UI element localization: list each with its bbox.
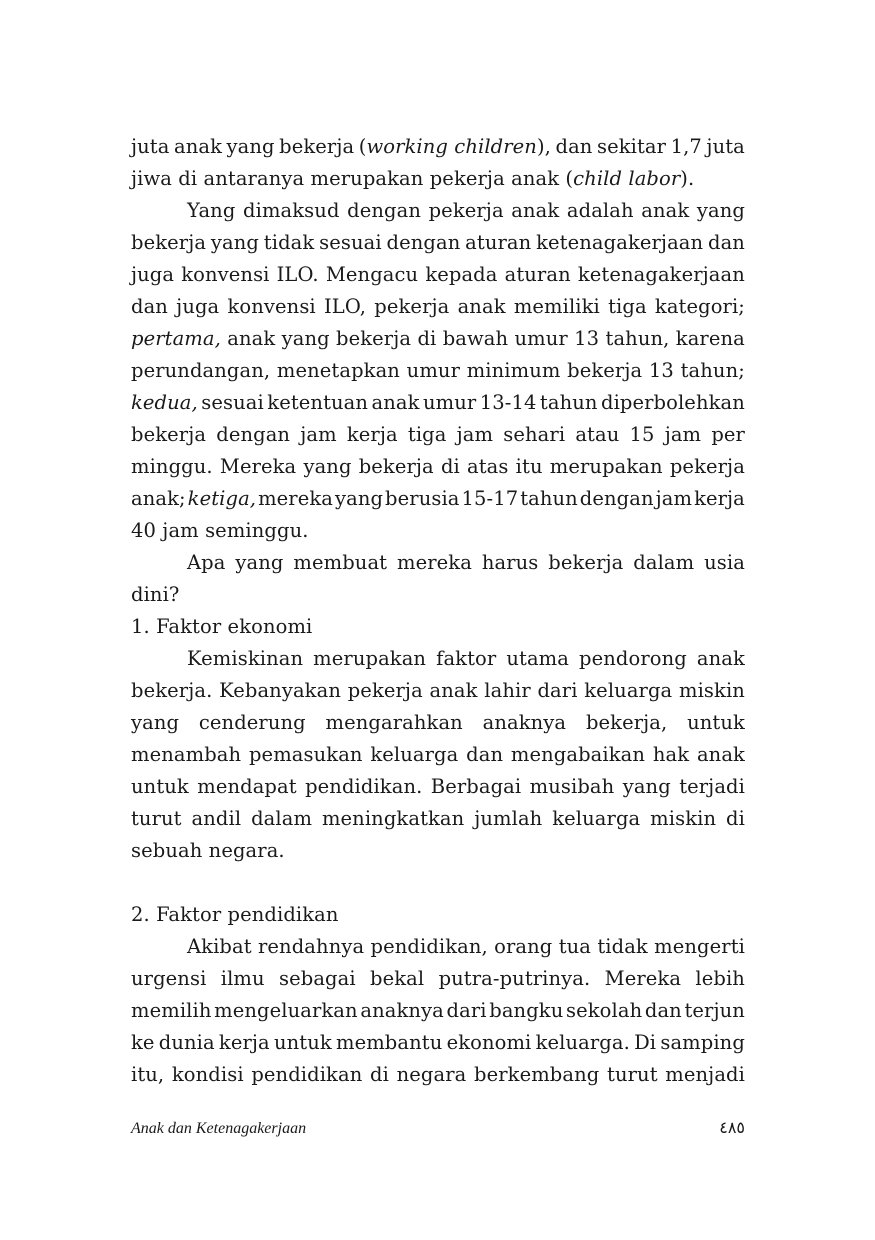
word: dengan — [579, 487, 654, 510]
word: pekerja — [347, 679, 423, 702]
word: Mereka — [219, 455, 297, 478]
word: yang — [334, 487, 384, 510]
word: anaknya — [482, 711, 567, 734]
text-line — [131, 419, 745, 451]
word: konvensi — [181, 263, 270, 286]
word: cenderung — [198, 711, 306, 734]
word: miskin — [650, 807, 717, 830]
word: anak — [696, 647, 745, 670]
word: membantu — [335, 1031, 443, 1054]
word: atau — [575, 423, 620, 446]
word: bawah — [442, 327, 509, 350]
word: andil — [191, 807, 242, 830]
word: Kebanyakan — [219, 679, 341, 702]
word: Berbagai — [430, 775, 522, 798]
word: juta — [706, 135, 745, 158]
word: memilih — [131, 999, 212, 1022]
text-line — [131, 387, 745, 419]
word: ke — [131, 1031, 155, 1054]
text-line — [131, 579, 745, 611]
word: di — [440, 455, 460, 478]
word: yang — [696, 199, 745, 222]
word: 15 — [629, 423, 655, 446]
word: terjun — [684, 999, 745, 1022]
word: dan — [131, 295, 168, 318]
text-line — [131, 675, 745, 707]
word: dengan — [347, 199, 421, 222]
word: anak — [429, 679, 478, 702]
word: jam — [456, 423, 494, 446]
word: pemasukan — [248, 743, 363, 766]
word: kondisi — [171, 1063, 244, 1086]
text-line — [131, 835, 745, 867]
text-line — [131, 163, 745, 195]
word: kategori; — [654, 295, 745, 318]
word: sekolah — [566, 999, 643, 1022]
text-line — [131, 227, 745, 259]
word: dari — [537, 679, 578, 702]
word: anak — [641, 199, 690, 222]
section-heading-education: 2. Faktor pendidikan — [131, 903, 339, 926]
text-line — [131, 803, 745, 835]
word: karena — [675, 327, 745, 350]
word: lahir — [484, 679, 531, 702]
running-title: Anak dan Ketenagakerjaan — [131, 1120, 307, 1137]
word: keluarga — [370, 743, 459, 766]
word: ketentuan — [267, 391, 369, 414]
word-working-children: (working children), — [359, 131, 551, 163]
word: yang — [303, 455, 352, 478]
text-line — [131, 131, 745, 163]
word: kerja — [346, 423, 398, 446]
word: bekerja — [336, 327, 412, 350]
word: tahun, — [605, 327, 670, 350]
section-heading-economy: 1. Faktor ekonomi — [131, 615, 313, 638]
word: dan — [555, 135, 593, 158]
word: utama — [506, 647, 569, 670]
word: ILO, — [323, 295, 367, 318]
word: hak — [652, 743, 690, 766]
word: keluarga. — [535, 1031, 630, 1054]
word: faktor — [436, 647, 497, 670]
word: usia — [704, 551, 745, 574]
word: di — [726, 807, 745, 830]
word: aturan — [465, 231, 532, 254]
word: jumlah — [474, 807, 543, 830]
word: pendidikan — [251, 1063, 363, 1086]
word: anak; — [131, 487, 186, 510]
word: 13 — [574, 327, 600, 350]
word: atas — [467, 455, 509, 478]
word: minimum — [466, 359, 561, 382]
word: Yang — [187, 199, 236, 222]
word: bekerja — [567, 359, 643, 382]
word: perundangan, — [131, 359, 271, 382]
word: sesuai — [201, 391, 264, 414]
word: di — [417, 327, 437, 350]
word: pendidikan, — [370, 935, 488, 958]
word: minggu. — [131, 455, 213, 478]
word: mereka — [397, 551, 472, 574]
paragraph-start — [131, 931, 745, 963]
word: itu, — [131, 1063, 165, 1086]
word: pekerja — [428, 199, 504, 222]
word: menetapkan — [276, 359, 400, 382]
word: mereka — [258, 487, 334, 510]
body-text — [131, 131, 745, 1091]
word: yang — [131, 711, 180, 734]
word: Di — [634, 1031, 657, 1054]
word: mengabaikan — [510, 743, 646, 766]
word: dunia — [158, 1031, 215, 1054]
word: kerja — [218, 1031, 270, 1054]
word: lebih — [695, 967, 745, 990]
word: mendapat — [197, 775, 297, 798]
text-line — [131, 963, 745, 995]
word: mengeluarkan — [214, 999, 358, 1022]
word: kerja — [694, 487, 745, 510]
word: pendorong — [579, 647, 687, 670]
word: anak — [457, 295, 506, 318]
word: negara — [396, 1063, 467, 1086]
word: keluarga — [552, 807, 641, 830]
word: sehari — [503, 423, 566, 446]
word: anak — [371, 391, 420, 414]
word: mengarahkan — [325, 711, 463, 734]
word: tidak — [263, 231, 315, 254]
word: orang — [494, 935, 553, 958]
paragraph-start — [131, 547, 745, 579]
word: meningkatkan — [321, 807, 465, 830]
paragraph-start — [131, 195, 745, 227]
word: umur — [406, 359, 460, 382]
text-line — [131, 1027, 745, 1059]
word: merupakan — [313, 647, 427, 670]
word: musibah — [529, 775, 615, 798]
word: Mereka — [604, 967, 682, 990]
word: tahun; — [680, 359, 745, 382]
word: adalah — [566, 199, 634, 222]
word: tua — [558, 935, 592, 958]
paragraph-start — [131, 643, 745, 675]
line-text: dini? — [131, 583, 180, 606]
word: turut — [607, 1063, 658, 1086]
text-line — [131, 739, 745, 771]
word: bekerja — [548, 551, 624, 574]
word: konvensi — [227, 295, 316, 318]
word: bekerja, — [585, 711, 668, 734]
text-line — [131, 707, 745, 739]
word: keluarga — [584, 679, 673, 702]
word: dengan — [216, 423, 291, 446]
text-line — [131, 515, 745, 547]
word-pertama: pertama, — [131, 327, 221, 350]
word-ketiga: ketiga, — [187, 487, 257, 510]
word: dengan — [386, 231, 461, 254]
word: untuk — [131, 775, 189, 798]
word: per — [711, 423, 745, 446]
word: tahun — [520, 487, 578, 510]
word: rendahnya — [258, 935, 365, 958]
line-text: sebuah negara. — [131, 839, 285, 862]
word: 1,7 — [670, 135, 702, 158]
word: bekerja — [131, 423, 207, 446]
page-number: ٤٨٥ — [719, 1118, 745, 1137]
word: dalam — [251, 807, 313, 830]
word: yang — [281, 327, 330, 350]
word: untuk — [273, 1031, 332, 1054]
word: ketenagakerjaan — [536, 231, 704, 254]
word: pekerja — [374, 295, 450, 318]
word: ilmu — [220, 967, 265, 990]
word: yang — [235, 551, 284, 574]
word: Apa — [187, 551, 226, 574]
word: anak — [696, 743, 745, 766]
italic-term: working children — [366, 135, 537, 158]
word: yang — [210, 231, 259, 254]
word: yang — [622, 775, 671, 798]
word: berusia — [385, 487, 460, 510]
word: anak — [227, 327, 276, 350]
word: juta — [131, 135, 170, 158]
text-line — [131, 483, 745, 515]
word: diperbolehkan — [600, 391, 745, 414]
word: juga — [131, 263, 175, 286]
word: juga — [176, 295, 220, 318]
word: pendidikan. — [305, 775, 423, 798]
word: 13 — [648, 359, 674, 382]
word: tahun — [539, 391, 598, 414]
word: jam — [655, 487, 693, 510]
text-line — [131, 1059, 745, 1091]
text-line — [131, 355, 745, 387]
line-text: jiwa di antaranya merupakan pekerja anak (child labor). — [131, 163, 694, 195]
word-kedua: kedua, — [131, 391, 198, 414]
line-text: 40 jam seminggu. — [131, 519, 309, 542]
word: memiliki — [513, 295, 600, 318]
word: 13-14 — [479, 391, 537, 414]
word: tidak — [597, 935, 648, 958]
word: bekerja. — [131, 679, 213, 702]
word: Mengacu — [325, 263, 419, 286]
word: menambah — [131, 743, 242, 766]
word: anak — [173, 135, 223, 158]
text-line — [131, 995, 745, 1027]
word: dalam — [633, 551, 695, 574]
word: ILO. — [276, 263, 319, 286]
text-line — [131, 323, 745, 355]
word: membuat — [293, 551, 388, 574]
word: jam — [300, 423, 337, 446]
word: miskin — [679, 679, 745, 702]
word: bekerja — [358, 455, 434, 478]
word: putra-putrinya. — [438, 967, 591, 990]
word: umur — [514, 327, 568, 350]
word: sebagai — [279, 967, 356, 990]
word: pekerja — [669, 455, 745, 478]
word: mengerti — [654, 935, 745, 958]
italic-term: child labor — [573, 167, 681, 190]
word: harus — [481, 551, 539, 574]
word: merupakan — [549, 455, 663, 478]
word: tiga — [407, 423, 447, 446]
word: turut — [131, 807, 182, 830]
word: berkembang — [474, 1063, 600, 1086]
word: Akibat — [187, 935, 252, 958]
word: jam — [664, 423, 702, 446]
word: urgensi — [131, 967, 207, 990]
word: tiga — [608, 295, 647, 318]
word: kepada — [425, 263, 498, 286]
word: menjadi — [665, 1063, 745, 1086]
text-line — [131, 291, 745, 323]
word: itu — [515, 455, 543, 478]
word: yang — [226, 135, 275, 158]
word: anaknya — [360, 999, 444, 1022]
word: dan — [644, 999, 682, 1022]
text-line — [131, 451, 745, 483]
word: dan — [708, 231, 745, 254]
word: dan — [466, 743, 504, 766]
word: 15-17 — [461, 487, 519, 510]
word: dari — [446, 999, 487, 1022]
word: sesuai — [319, 231, 382, 254]
word: bangku — [489, 999, 564, 1022]
word: terjadi — [679, 775, 745, 798]
word: umur — [422, 391, 477, 414]
word: samping — [660, 1031, 745, 1054]
text-line — [131, 771, 745, 803]
word: aturan — [504, 263, 571, 286]
text-line — [131, 259, 745, 291]
word: untuk — [687, 711, 745, 734]
word: dimaksud — [243, 199, 340, 222]
word: ekonomi — [446, 1031, 532, 1054]
word: ketenagakerjaan — [577, 263, 745, 286]
blank-line — [131, 867, 745, 899]
word: sekitar — [596, 135, 667, 158]
word: bekerja — [279, 135, 355, 158]
word: Kemiskinan — [187, 647, 304, 670]
word: bekerja — [131, 231, 207, 254]
word: anak — [511, 199, 560, 222]
word: di — [370, 1063, 389, 1086]
word: bekal — [370, 967, 425, 990]
